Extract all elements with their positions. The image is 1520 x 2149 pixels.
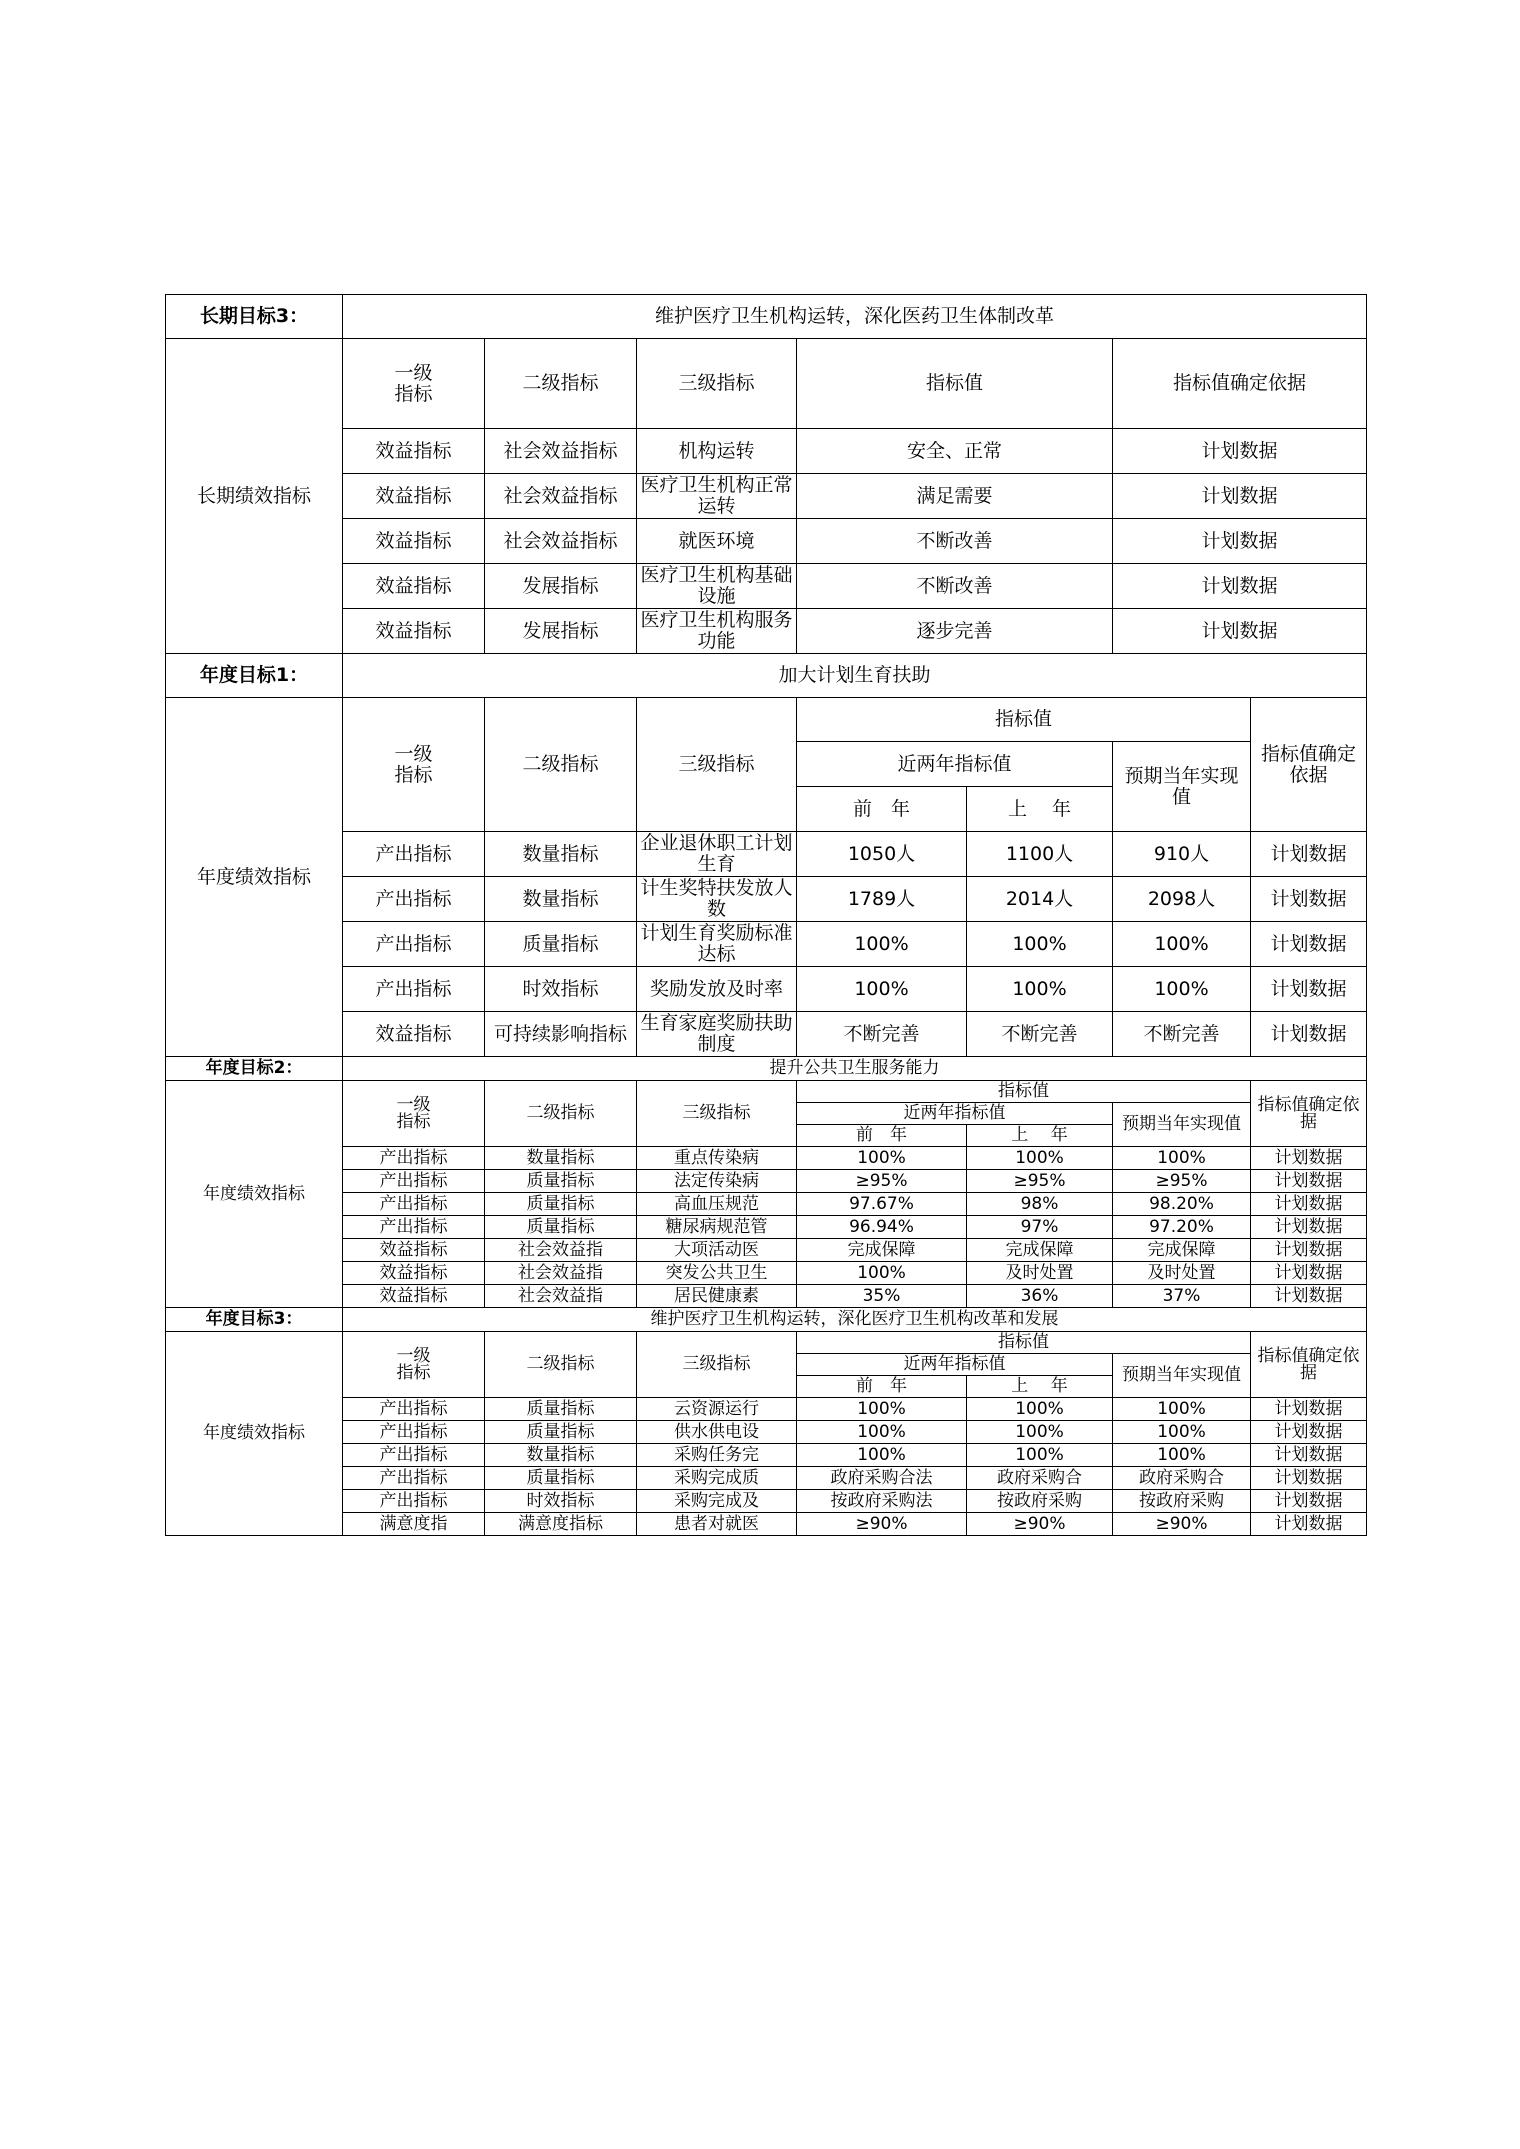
table-row <box>166 564 1367 609</box>
table-cell: 100% <box>797 1147 967 1170</box>
table-cell: 产出指标 <box>343 967 485 1012</box>
col-header: 近两年指标值 <box>797 742 1113 787</box>
table-cell: 就医环境 <box>637 519 797 564</box>
table-cell: 逐步完善 <box>797 609 1113 654</box>
table-cell: 数量指标 <box>485 877 637 922</box>
table-cell: 社会效益指 <box>485 1262 637 1285</box>
table-cell: 效益指标 <box>343 429 485 474</box>
table-cell: 100% <box>797 1444 967 1467</box>
table-cell: 糖尿病规范管 <box>637 1216 797 1239</box>
table-row <box>166 698 1367 742</box>
table-cell: ≥90% <box>797 1513 967 1536</box>
table-cell: 计划数据 <box>1251 1262 1367 1285</box>
table-row <box>166 609 1367 654</box>
table-cell: 完成保障 <box>967 1239 1113 1262</box>
table-row <box>166 877 1367 922</box>
table-cell: 突发公共卫生 <box>637 1262 797 1285</box>
table-row <box>166 519 1367 564</box>
table-row <box>166 1421 1367 1444</box>
table-cell: 产出指标 <box>343 922 485 967</box>
table-cell: 100% <box>1113 967 1251 1012</box>
table-cell: 满意度指标 <box>485 1513 637 1536</box>
table-cell: 质量指标 <box>485 1398 637 1421</box>
table-cell: 计划数据 <box>1113 429 1367 474</box>
table-row <box>166 474 1367 519</box>
table-cell: 100% <box>1113 1421 1251 1444</box>
table-cell: 居民健康素 <box>637 1285 797 1308</box>
table-cell: 100% <box>797 967 967 1012</box>
table-row <box>166 922 1367 967</box>
table-cell: 100% <box>797 1421 967 1444</box>
row-group-label: 长期绩效指标 <box>166 339 343 654</box>
table-cell: 计划数据 <box>1251 1421 1367 1444</box>
table-cell: 1050人 <box>797 832 967 877</box>
table-cell: 社会效益指标 <box>485 519 637 564</box>
table-cell: 大项活动医 <box>637 1239 797 1262</box>
table-cell: 数量指标 <box>485 832 637 877</box>
table-cell: ≥90% <box>967 1513 1113 1536</box>
table-row <box>166 1398 1367 1421</box>
table-cell: 完成保障 <box>797 1239 967 1262</box>
table-cell: 按政府采购 <box>967 1490 1113 1513</box>
table-cell: 满意度指 <box>343 1513 485 1536</box>
col-header: 上 年 <box>967 787 1113 832</box>
table-cell: ≥90% <box>1113 1513 1251 1536</box>
table-cell: 98.20% <box>1113 1193 1251 1216</box>
table-cell: 计划数据 <box>1251 1285 1367 1308</box>
section-label: 年度目标3： <box>166 1308 343 1332</box>
table-cell: 政府采购合 <box>1113 1467 1251 1490</box>
table-cell: 不断完善 <box>1113 1012 1251 1057</box>
table-row <box>166 1216 1367 1239</box>
table-row <box>166 967 1367 1012</box>
table-row <box>166 1332 1367 1354</box>
table-cell: 不断改善 <box>797 564 1113 609</box>
table-row <box>166 654 1367 698</box>
table-cell: 计划数据 <box>1251 1239 1367 1262</box>
table-cell: 企业退休职工计划生育 <box>637 832 797 877</box>
table-cell: 100% <box>1113 1444 1251 1467</box>
table-cell: 发展指标 <box>485 564 637 609</box>
table-cell: 数量指标 <box>485 1147 637 1170</box>
table-row <box>166 1308 1367 1332</box>
col-header: 指标值 <box>797 1081 1251 1103</box>
table-cell: 计划数据 <box>1251 1147 1367 1170</box>
table-cell: 计划数据 <box>1251 1513 1367 1536</box>
table-cell: 计划数据 <box>1251 1193 1367 1216</box>
table-cell: 100% <box>967 1398 1113 1421</box>
table-cell: 法定传染病 <box>637 1170 797 1193</box>
table-cell: 1789人 <box>797 877 967 922</box>
table-cell: 计划生育奖励标准达标 <box>637 922 797 967</box>
row-group-label: 年度绩效指标 <box>166 1332 343 1536</box>
table-row <box>166 295 1367 339</box>
table-cell: 机构运转 <box>637 429 797 474</box>
table-cell: ≥95% <box>967 1170 1113 1193</box>
col-header: 三级指标 <box>637 1081 797 1147</box>
table-cell: 计划数据 <box>1251 1467 1367 1490</box>
table-cell: 计划数据 <box>1113 474 1367 519</box>
table-cell: 100% <box>967 967 1113 1012</box>
col-header: 指标值确定依据 <box>1251 1081 1367 1147</box>
table-cell: 社会效益指 <box>485 1239 637 1262</box>
table-cell: 不断完善 <box>797 1012 967 1057</box>
col-header: 上 年 <box>967 1376 1113 1398</box>
table-cell: 政府采购合法 <box>797 1467 967 1490</box>
table-cell: 生育家庭奖励扶助制度 <box>637 1012 797 1057</box>
col-header: 预期当年实现值 <box>1113 1103 1251 1147</box>
table-cell: 35% <box>797 1285 967 1308</box>
table-cell: 产出指标 <box>343 1147 485 1170</box>
table-cell: 97.20% <box>1113 1216 1251 1239</box>
table-cell: 96.94% <box>797 1216 967 1239</box>
table-cell: 计划数据 <box>1251 967 1367 1012</box>
col-header: 一级 指标 <box>343 1081 485 1147</box>
col-header: 指标值确定依据 <box>1251 698 1367 832</box>
table-cell: 社会效益指 <box>485 1285 637 1308</box>
col-header: 一级 指标 <box>343 339 485 429</box>
table-cell: 计划数据 <box>1251 1444 1367 1467</box>
table-cell: 37% <box>1113 1285 1251 1308</box>
col-header: 预期当年实现值 <box>1113 1354 1251 1398</box>
table-cell: 效益指标 <box>343 1262 485 1285</box>
table-row <box>166 1170 1367 1193</box>
section-label: 年度目标1： <box>166 654 343 698</box>
table-row <box>166 832 1367 877</box>
table-cell: 时效指标 <box>485 1490 637 1513</box>
table-cell: 计划数据 <box>1251 1170 1367 1193</box>
table-cell: 97% <box>967 1216 1113 1239</box>
col-header: 前 年 <box>797 1125 967 1147</box>
table-cell: 100% <box>1113 1398 1251 1421</box>
table-row <box>166 1285 1367 1308</box>
table-row <box>166 1012 1367 1057</box>
table-row <box>166 1239 1367 1262</box>
table-row <box>166 339 1367 429</box>
table-cell: 数量指标 <box>485 1444 637 1467</box>
col-header: 三级指标 <box>637 1332 797 1398</box>
col-header: 指标值确定依据 <box>1251 1332 1367 1398</box>
table-cell: 97.67% <box>797 1193 967 1216</box>
table-cell: ≥95% <box>797 1170 967 1193</box>
table-cell: 可持续影响指标 <box>485 1012 637 1057</box>
table-cell: 高血压规范 <box>637 1193 797 1216</box>
table-cell: 产出指标 <box>343 1444 485 1467</box>
col-header: 指标值 <box>797 698 1251 742</box>
table-cell: 质量指标 <box>485 1170 637 1193</box>
table-row <box>166 1513 1367 1536</box>
table-cell: 计划数据 <box>1113 519 1367 564</box>
table-cell: 采购完成质 <box>637 1467 797 1490</box>
table-cell: 安全、正常 <box>797 429 1113 474</box>
col-header: 前 年 <box>797 787 967 832</box>
col-header: 上 年 <box>967 1125 1113 1147</box>
col-header: 三级指标 <box>637 339 797 429</box>
table-row <box>166 1490 1367 1513</box>
table-cell: 100% <box>797 1398 967 1421</box>
table-cell: 按政府采购 <box>1113 1490 1251 1513</box>
section-desc: 提升公共卫生服务能力 <box>343 1057 1367 1081</box>
table-row <box>166 429 1367 474</box>
table-cell: 质量指标 <box>485 1467 637 1490</box>
table-row <box>166 1147 1367 1170</box>
table-cell: 产出指标 <box>343 1421 485 1444</box>
table-cell: 完成保障 <box>1113 1239 1251 1262</box>
table-cell: 不断完善 <box>967 1012 1113 1057</box>
table-cell: 计生奖特扶发放人数 <box>637 877 797 922</box>
table-cell: 奖励发放及时率 <box>637 967 797 1012</box>
table-cell: 满足需要 <box>797 474 1113 519</box>
col-header: 预期当年实现值 <box>1113 742 1251 832</box>
table-cell: 2098人 <box>1113 877 1251 922</box>
table-row <box>166 1081 1367 1103</box>
col-header: 二级指标 <box>485 1332 637 1398</box>
table-cell: 质量指标 <box>485 1421 637 1444</box>
col-header: 一级 指标 <box>343 1332 485 1398</box>
table-cell: 100% <box>967 1444 1113 1467</box>
table-cell: 100% <box>967 1421 1113 1444</box>
table-cell: 计划数据 <box>1251 1216 1367 1239</box>
table-cell: 效益指标 <box>343 564 485 609</box>
table-cell: 政府采购合 <box>967 1467 1113 1490</box>
table-cell: 产出指标 <box>343 1467 485 1490</box>
col-header: 一级 指标 <box>343 698 485 832</box>
table-cell: 2014人 <box>967 877 1113 922</box>
table-cell: 36% <box>967 1285 1113 1308</box>
table-cell: 质量指标 <box>485 1216 637 1239</box>
table-cell: 产出指标 <box>343 1193 485 1216</box>
table-cell: 效益指标 <box>343 519 485 564</box>
table-cell: 100% <box>1113 922 1251 967</box>
table-cell: 发展指标 <box>485 609 637 654</box>
table-cell: 质量指标 <box>485 922 637 967</box>
table-row <box>166 1057 1367 1081</box>
section-label: 年度目标2： <box>166 1057 343 1081</box>
col-header: 前 年 <box>797 1376 967 1398</box>
col-header: 二级指标 <box>485 698 637 832</box>
col-header: 近两年指标值 <box>797 1354 1113 1376</box>
table-cell: 效益指标 <box>343 1285 485 1308</box>
table-cell: 产出指标 <box>343 832 485 877</box>
row-group-label: 年度绩效指标 <box>166 1081 343 1308</box>
section-label: 长期目标3： <box>166 295 343 339</box>
table-row <box>166 1467 1367 1490</box>
col-header: 指标值 <box>797 1332 1251 1354</box>
section-desc: 维护医疗卫生机构运转，深化医疗卫生机构改革和发展 <box>343 1308 1367 1332</box>
table-cell: 社会效益指标 <box>485 474 637 519</box>
table-cell: 及时处置 <box>967 1262 1113 1285</box>
table-cell: 计划数据 <box>1251 1398 1367 1421</box>
table-cell: 计划数据 <box>1251 1490 1367 1513</box>
table-cell: 采购完成及 <box>637 1490 797 1513</box>
table-cell: 效益指标 <box>343 609 485 654</box>
table-cell: 云资源运行 <box>637 1398 797 1421</box>
table-cell: 产出指标 <box>343 1170 485 1193</box>
section-desc: 维护医疗卫生机构运转，深化医药卫生体制改革 <box>343 295 1367 339</box>
table-cell: 医疗卫生机构服务功能 <box>637 609 797 654</box>
table-cell: 100% <box>1113 1147 1251 1170</box>
table-row <box>166 1444 1367 1467</box>
table-cell: 效益指标 <box>343 474 485 519</box>
table-cell: 医疗卫生机构基础设施 <box>637 564 797 609</box>
table-cell: 1100人 <box>967 832 1113 877</box>
table-cell: 产出指标 <box>343 1216 485 1239</box>
table-cell: 910人 <box>1113 832 1251 877</box>
table-cell: 供水供电设 <box>637 1421 797 1444</box>
table-cell: 社会效益指标 <box>485 429 637 474</box>
table-cell: ≥95% <box>1113 1170 1251 1193</box>
table-cell: 100% <box>797 922 967 967</box>
table-cell: 计划数据 <box>1113 609 1367 654</box>
table-cell: 产出指标 <box>343 1490 485 1513</box>
performance-table <box>165 294 1367 1536</box>
table-cell: 效益指标 <box>343 1012 485 1057</box>
section-desc: 加大计划生育扶助 <box>343 654 1367 698</box>
table-cell: 计划数据 <box>1251 1012 1367 1057</box>
table-cell: 患者对就医 <box>637 1513 797 1536</box>
table-cell: 计划数据 <box>1251 877 1367 922</box>
table-cell: 医疗卫生机构正常运转 <box>637 474 797 519</box>
row-group-label: 年度绩效指标 <box>166 698 343 1057</box>
col-header: 二级指标 <box>485 1081 637 1147</box>
table-cell: 计划数据 <box>1113 564 1367 609</box>
table-cell: 计划数据 <box>1251 922 1367 967</box>
table-cell: 不断改善 <box>797 519 1113 564</box>
table-row <box>166 1193 1367 1216</box>
col-header: 近两年指标值 <box>797 1103 1113 1125</box>
table-cell: 时效指标 <box>485 967 637 1012</box>
table-cell: 按政府采购法 <box>797 1490 967 1513</box>
table-cell: 100% <box>967 1147 1113 1170</box>
col-header: 二级指标 <box>485 339 637 429</box>
table-cell: 98% <box>967 1193 1113 1216</box>
table-row <box>166 1262 1367 1285</box>
col-header: 三级指标 <box>637 698 797 832</box>
table-cell: 质量指标 <box>485 1193 637 1216</box>
table-cell: 采购任务完 <box>637 1444 797 1467</box>
table-cell: 及时处置 <box>1113 1262 1251 1285</box>
table-cell: 重点传染病 <box>637 1147 797 1170</box>
table-cell: 效益指标 <box>343 1239 485 1262</box>
table-cell: 100% <box>967 922 1113 967</box>
col-header: 指标值确定依据 <box>1113 339 1367 429</box>
table-cell: 100% <box>797 1262 967 1285</box>
col-header: 指标值 <box>797 339 1113 429</box>
table-cell: 产出指标 <box>343 1398 485 1421</box>
table-cell: 产出指标 <box>343 877 485 922</box>
table-cell: 计划数据 <box>1251 832 1367 877</box>
